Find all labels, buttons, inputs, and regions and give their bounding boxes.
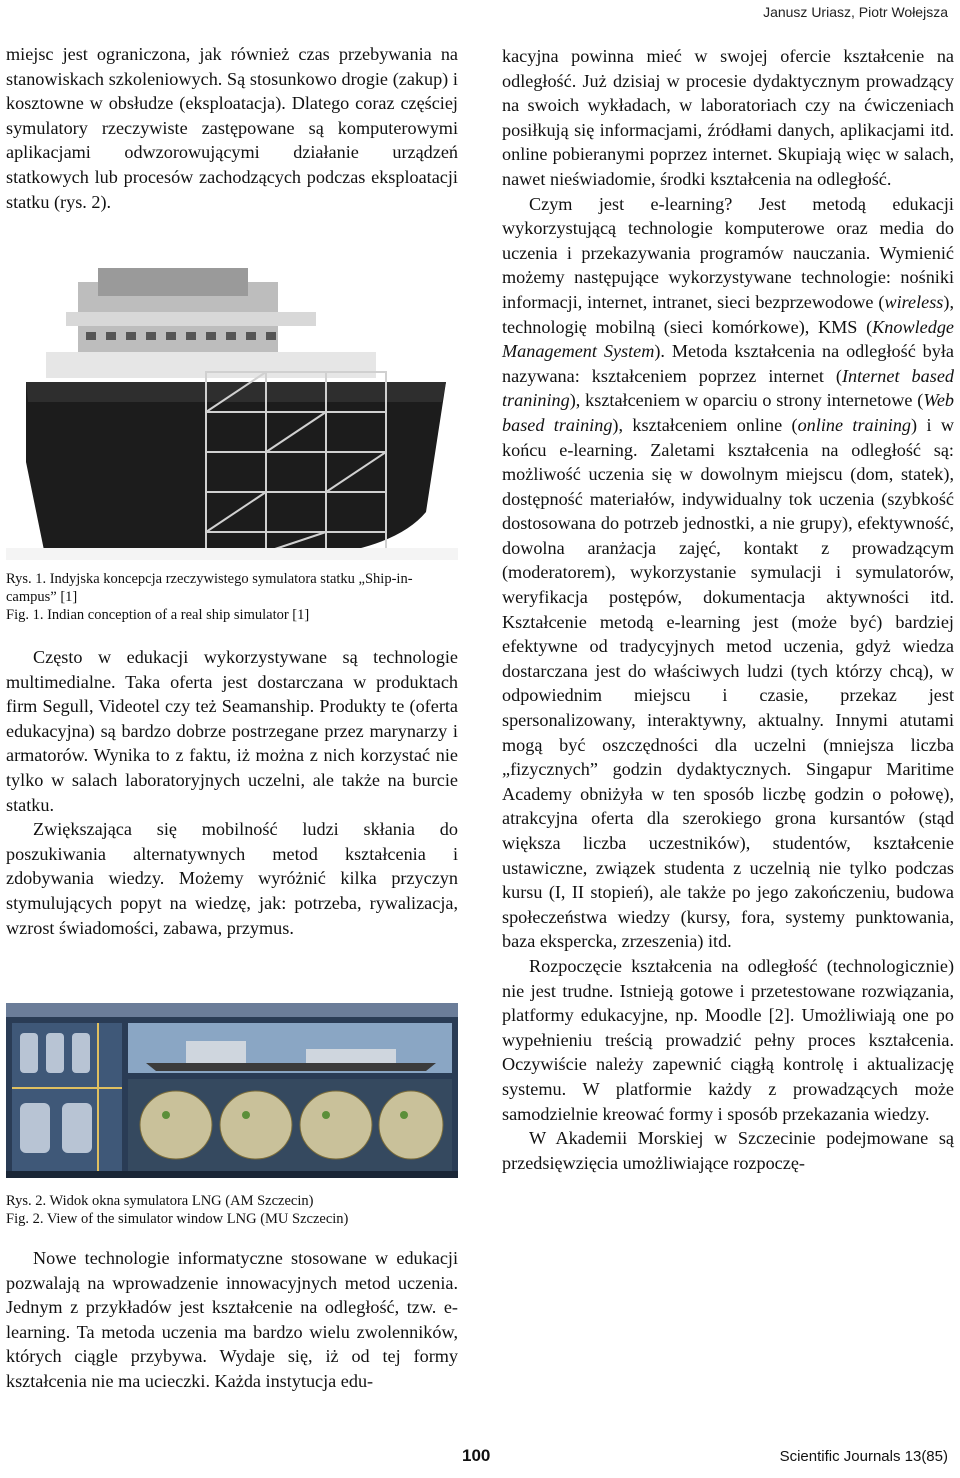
intro-paragraph: miejsc jest ograniczona, jak również czas przebywania na stanowiskach szkoleniowych. Są stosunkowo drogie (zakup) i kosztowne w obsłudze (eksploatacja). Dlatego coraz częściej symulatory rzeczywiste zastępowane są komputerowymi aplikacjami odwzorowującymi działanie urządzeń statkowych lub procesów zachodzących podczas eksploatacji statku (rys. 2). <box>6 44 458 212</box>
right-column <box>502 44 954 1175</box>
paragraph-starting-elearning: Rozpoczęcie kształcenia na odległość (technologicznie) nie jest trudne. Istnieją gotowe i przetestowane rozwiązania, platformy edukacyjne, np. Moodle [2]. Umożliwiają one po wypełnieniu treścią prowadzić pełny proces kształcenia. Oczywiście należy zapewnić ciągłą kontrolę i aktualizację systemu. W platformie każdy z prowadzących może samodzielnie kreować formy i sposób przekazania wiedzy. <box>502 955 954 1124</box>
paragraph-what-is-elearning: Czym jest e-learning? Jest metodą edukacji wykorzystującą technologie komputerowe oraz media do uczenia i przekazywania programów nauczania. Wymienić możemy następujące wykorzystywane technologie: nośniki informacji, internet, intranet, sieci bezprzewodowe (wireless), technologię mobilną (sieci komórkowe), KMS (Knowledge Management System). Metoda kształcenia na odległość była nazywana: kształceniem poprzez internet (Internet based tranining), kształceniem w oparciu o strony internetowe (Web based training), kształceniem online (online training) i w końcu e-learning. Zaletami kształcenia na odległość są: możliwość uczenia się w dowolnym miejscu (dom, statek), dostępność materiałów, indywidualny tok uczenia (szybkość dostosowana do potrzeb jednostki, a nie grupy), efektywność, dowolna aranżacja zajęć, kontakt z prowadzącym (moderatorem), wykorzystanie symulacji i symulatorów, weryfikacja postępów, dokumentacja aktywności itd. Kształcenie metodą e-learning jest (może być) bardziej efektywne od tradycyjnych metod uczenia, gdyż wiedza dostarczana jest do właściwych ludzi (tych którzy chcą), w odpowiednim miejscu i czasie, przekaz jest spersonalizowany, interaktywny, aktualny. Innymi atutami mogą być oszczędności dla uczelni (mniejsza liczba „fizycznych” godzin dydaktycznych. Singapur Maritime Academy obniżyła w ten sposób liczbę godzin o połowę), atrakcyjna oferta dla szerokiego grona kursantów (stąd większa liczba uczestników), studentów, kształcenie ustawiczne, związek studenta z uczelnią nie tylko podczas kursu (I, II stopień), ale także po jego zakończeniu, budowa społeczeństwa wiedzy (kursy, fora, systemy punktowania, baza ekspercka, zrzeszenia) itd. <box>502 193 955 952</box>
figure-2-lng-simulator-screenshot <box>6 1003 458 1178</box>
figure-2-caption <box>6 1192 458 1228</box>
page-footer <box>0 1446 960 1474</box>
figure-1-caption-pl: Rys. 1. Indyjska koncepcja rzeczywistego symulatora statku „Ship-in-campus” [1] <box>6 571 413 605</box>
figure-2-caption-en: Fig. 2. View of the simulator window LNG (MU Szczecin) <box>6 1211 349 1227</box>
paragraph-continuation: kacyjna powinna mieć w swojej ofercie kształcenie na odległość. Już dzisiaj w procesie dydaktycznym prowadzący na swoich wykładach, w laboratoriach czy na ćwiczeniach posiłkują się informacjami, źródłami danych, aplikacjami itd. online pobieranymi poprzez internet. Skupiają więc w salach, nawet nieświadomie, środki kształcenia na odległość. <box>502 46 954 189</box>
left-column-body <box>6 645 458 940</box>
figure-1-caption-en: Fig. 1. Indian conception of a real ship simulator [1] <box>6 607 310 623</box>
left-column-bottom <box>6 1246 458 1394</box>
running-header: Janusz Uriasz, Piotr Wołejsza <box>763 4 948 20</box>
paragraph-new-technologies: Nowe technologie informatyczne stosowane w edukacji pozwalają na wprowadzenie innowacyjnych metod uczenia. Jednym z przykładów jest kształcenie na odległość, tzw. e-learning. Ta metoda uczenia ma bardzo wielu zwolenników, których ciągle przybywa. Wydaje się, iż od tej formy kształcenia nie ma ucieczki. Każda instytucja edu- <box>6 1248 458 1391</box>
figure-1-caption <box>6 570 458 624</box>
paragraph-mobility: Zwiększająca się mobilność ludzi skłania do poszukiwania alternatywnych metod kształcenia i zdobywania wiedzy. Możemy wyróżnić kilka przyczyn stymulujących popyt na wiedzę, jak: potrzeba, rywalizacja, wzrost świadomości, zabawa, przymus. <box>6 819 458 938</box>
page-number: 100 <box>462 1446 491 1465</box>
left-column-intro <box>6 42 458 214</box>
paragraph-maritime-academy: W Akademii Morskiej w Szczecinie podejmowane są przedsięwzięcia umożliwiające rozpoczę- <box>502 1128 954 1173</box>
figure-1-ship-photo <box>6 262 458 560</box>
figure-2-caption-pl: Rys. 2. Widok okna symulatora LNG (AM Szczecin) <box>6 1193 314 1209</box>
journal-name: Scientific Journals 13(85) <box>779 1448 948 1465</box>
paragraph-multimedia: Często w edukacji wykorzystywane są technologie multimedialne. Taka oferta jest dostarczana w produktach firm Segull, Videotel czy też Seamanship. Produkty te (oferta edukacyjna) są bardzo dobrze postrzegane przez marynarzy i armatorów. Wynika to z faktu, iż można z nich korzystać nie tylko w salach laboratoryjnych uczelni, ale także na burcie statku. <box>6 647 458 815</box>
